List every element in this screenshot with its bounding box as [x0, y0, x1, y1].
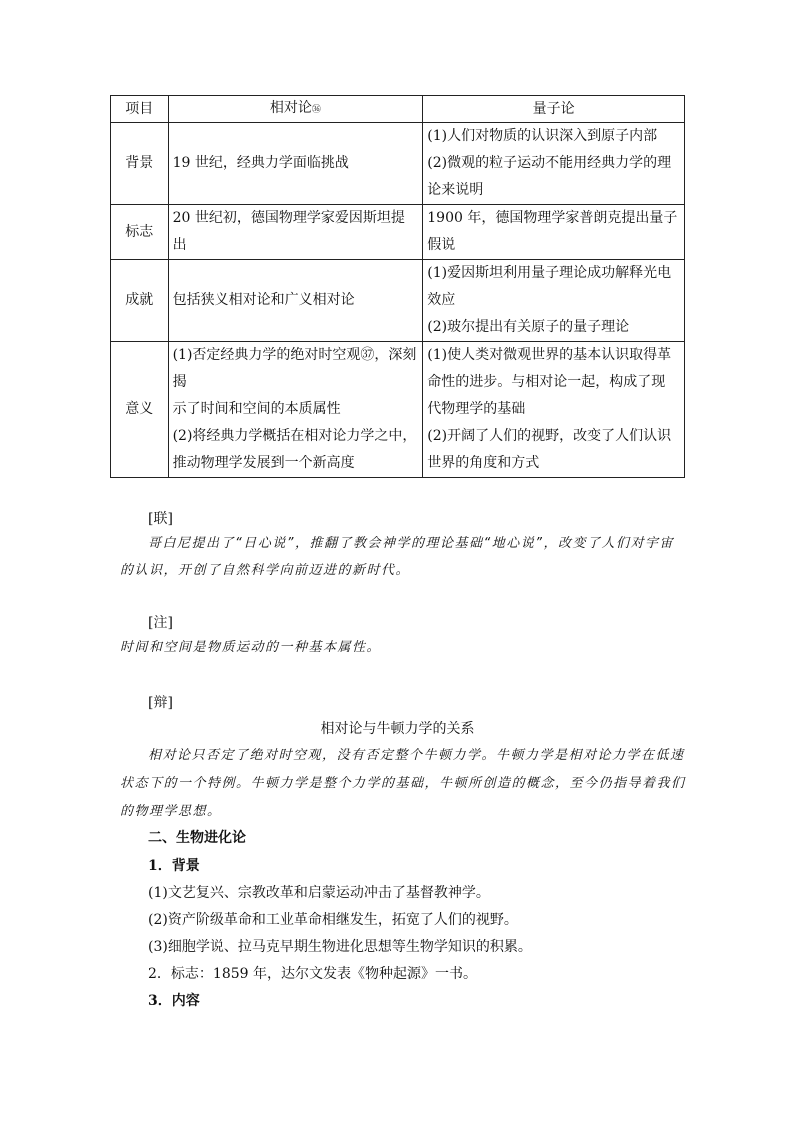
table-row	[111, 205, 685, 260]
section-item-1: 1．背景	[148, 858, 200, 874]
table-row	[111, 260, 685, 342]
note-lian-line-1: 哥白尼提出了“日心说”，推翻了教会神学的理论基础“地心说”，改变了人们对宇宙	[148, 536, 674, 551]
note-tag-zhu: [注]	[148, 615, 173, 631]
quantum-cell: (1)爱因斯坦利用量子理论成功解释光电 效应 (2)玻尔提出有关原子的量子理论	[423, 260, 685, 342]
note-tag-bian: [辩]	[148, 695, 173, 711]
note-bian-line-2: 状态下的一个特例。牛顿力学是整个力学的基础，牛顿所创造的概念，至今仍指导着我们	[120, 776, 686, 791]
table-header-row	[111, 96, 685, 123]
section-item-1-point-2: (2)资产阶级革命和工业革命相继发生，拓宽了人们的视野。	[148, 912, 518, 928]
header-quantum: 量子论	[423, 96, 685, 123]
section-item-3: 3．内容	[148, 993, 200, 1009]
section-heading: 二、生物进化论	[148, 830, 246, 846]
quantum-cell: 1900 年，德国物理学家普朗克提出量子 假说	[423, 205, 685, 260]
quantum-cell: (1)人们对物质的认识深入到原子内部 (2)微观的粒子运动不能用经典力学的理 论来说明	[423, 123, 685, 205]
note-bian-title: 相对论与牛顿力学的关系	[320, 721, 475, 737]
relativity-cell: (1)否定经典力学的绝对时空观㊲，深刻揭 示了时间和空间的本质属性 (2)将经典力学概括在相对论力学之中， 推动物理学发展到一个新高度	[168, 342, 423, 478]
section-item-1-point-1: (1)文艺复兴、宗教改革和启蒙运动冲击了基督教神学。	[148, 885, 490, 901]
note-lian-line-2: 的认识，开创了自然科学向前迈进的新时代。	[120, 563, 411, 578]
relativity-cell: 20 世纪初，德国物理学家爱因斯坦提出	[168, 205, 423, 260]
note-tag-lian: [联]	[148, 511, 173, 527]
note-bian-line-3: 的物理学思想。	[120, 804, 222, 819]
note-bian-line-1: 相对论只否定了绝对时空观，没有否定整个牛顿力学。牛顿力学是相对论力学在低速	[148, 748, 685, 763]
header-item: 项目	[111, 96, 169, 123]
row-label: 意义	[111, 342, 169, 478]
relativity-cell: 包括狭义相对论和广义相对论	[168, 260, 423, 342]
section-item-2: 2．标志：1859 年，达尔文发表《物种起源》一书。	[148, 966, 477, 982]
row-label: 成就	[111, 260, 169, 342]
header-relativity: 相对论㊱	[168, 96, 423, 123]
table-row	[111, 342, 685, 478]
quantum-cell: (1)使人类对微观世界的基本认识取得革 命性的进步。与相对论一起，构成了现 代物理学的基础 (2)开阔了人们的视野，改变了人们认识 世界的角度和方式	[423, 342, 685, 478]
row-label: 背景	[111, 123, 169, 205]
relativity-cell: 19 世纪，经典力学面临挑战	[168, 123, 423, 205]
note-zhu-line-1: 时间和空间是物质运动的一种基本属性。	[120, 640, 382, 655]
section-item-1-point-3: (3)细胞学说、拉马克早期生物进化思想等生物学知识的积累。	[148, 939, 532, 955]
row-label: 标志	[111, 205, 169, 260]
table-row	[111, 123, 685, 205]
comparison-table	[110, 95, 685, 478]
footnote-marker: ㊱	[311, 105, 321, 115]
